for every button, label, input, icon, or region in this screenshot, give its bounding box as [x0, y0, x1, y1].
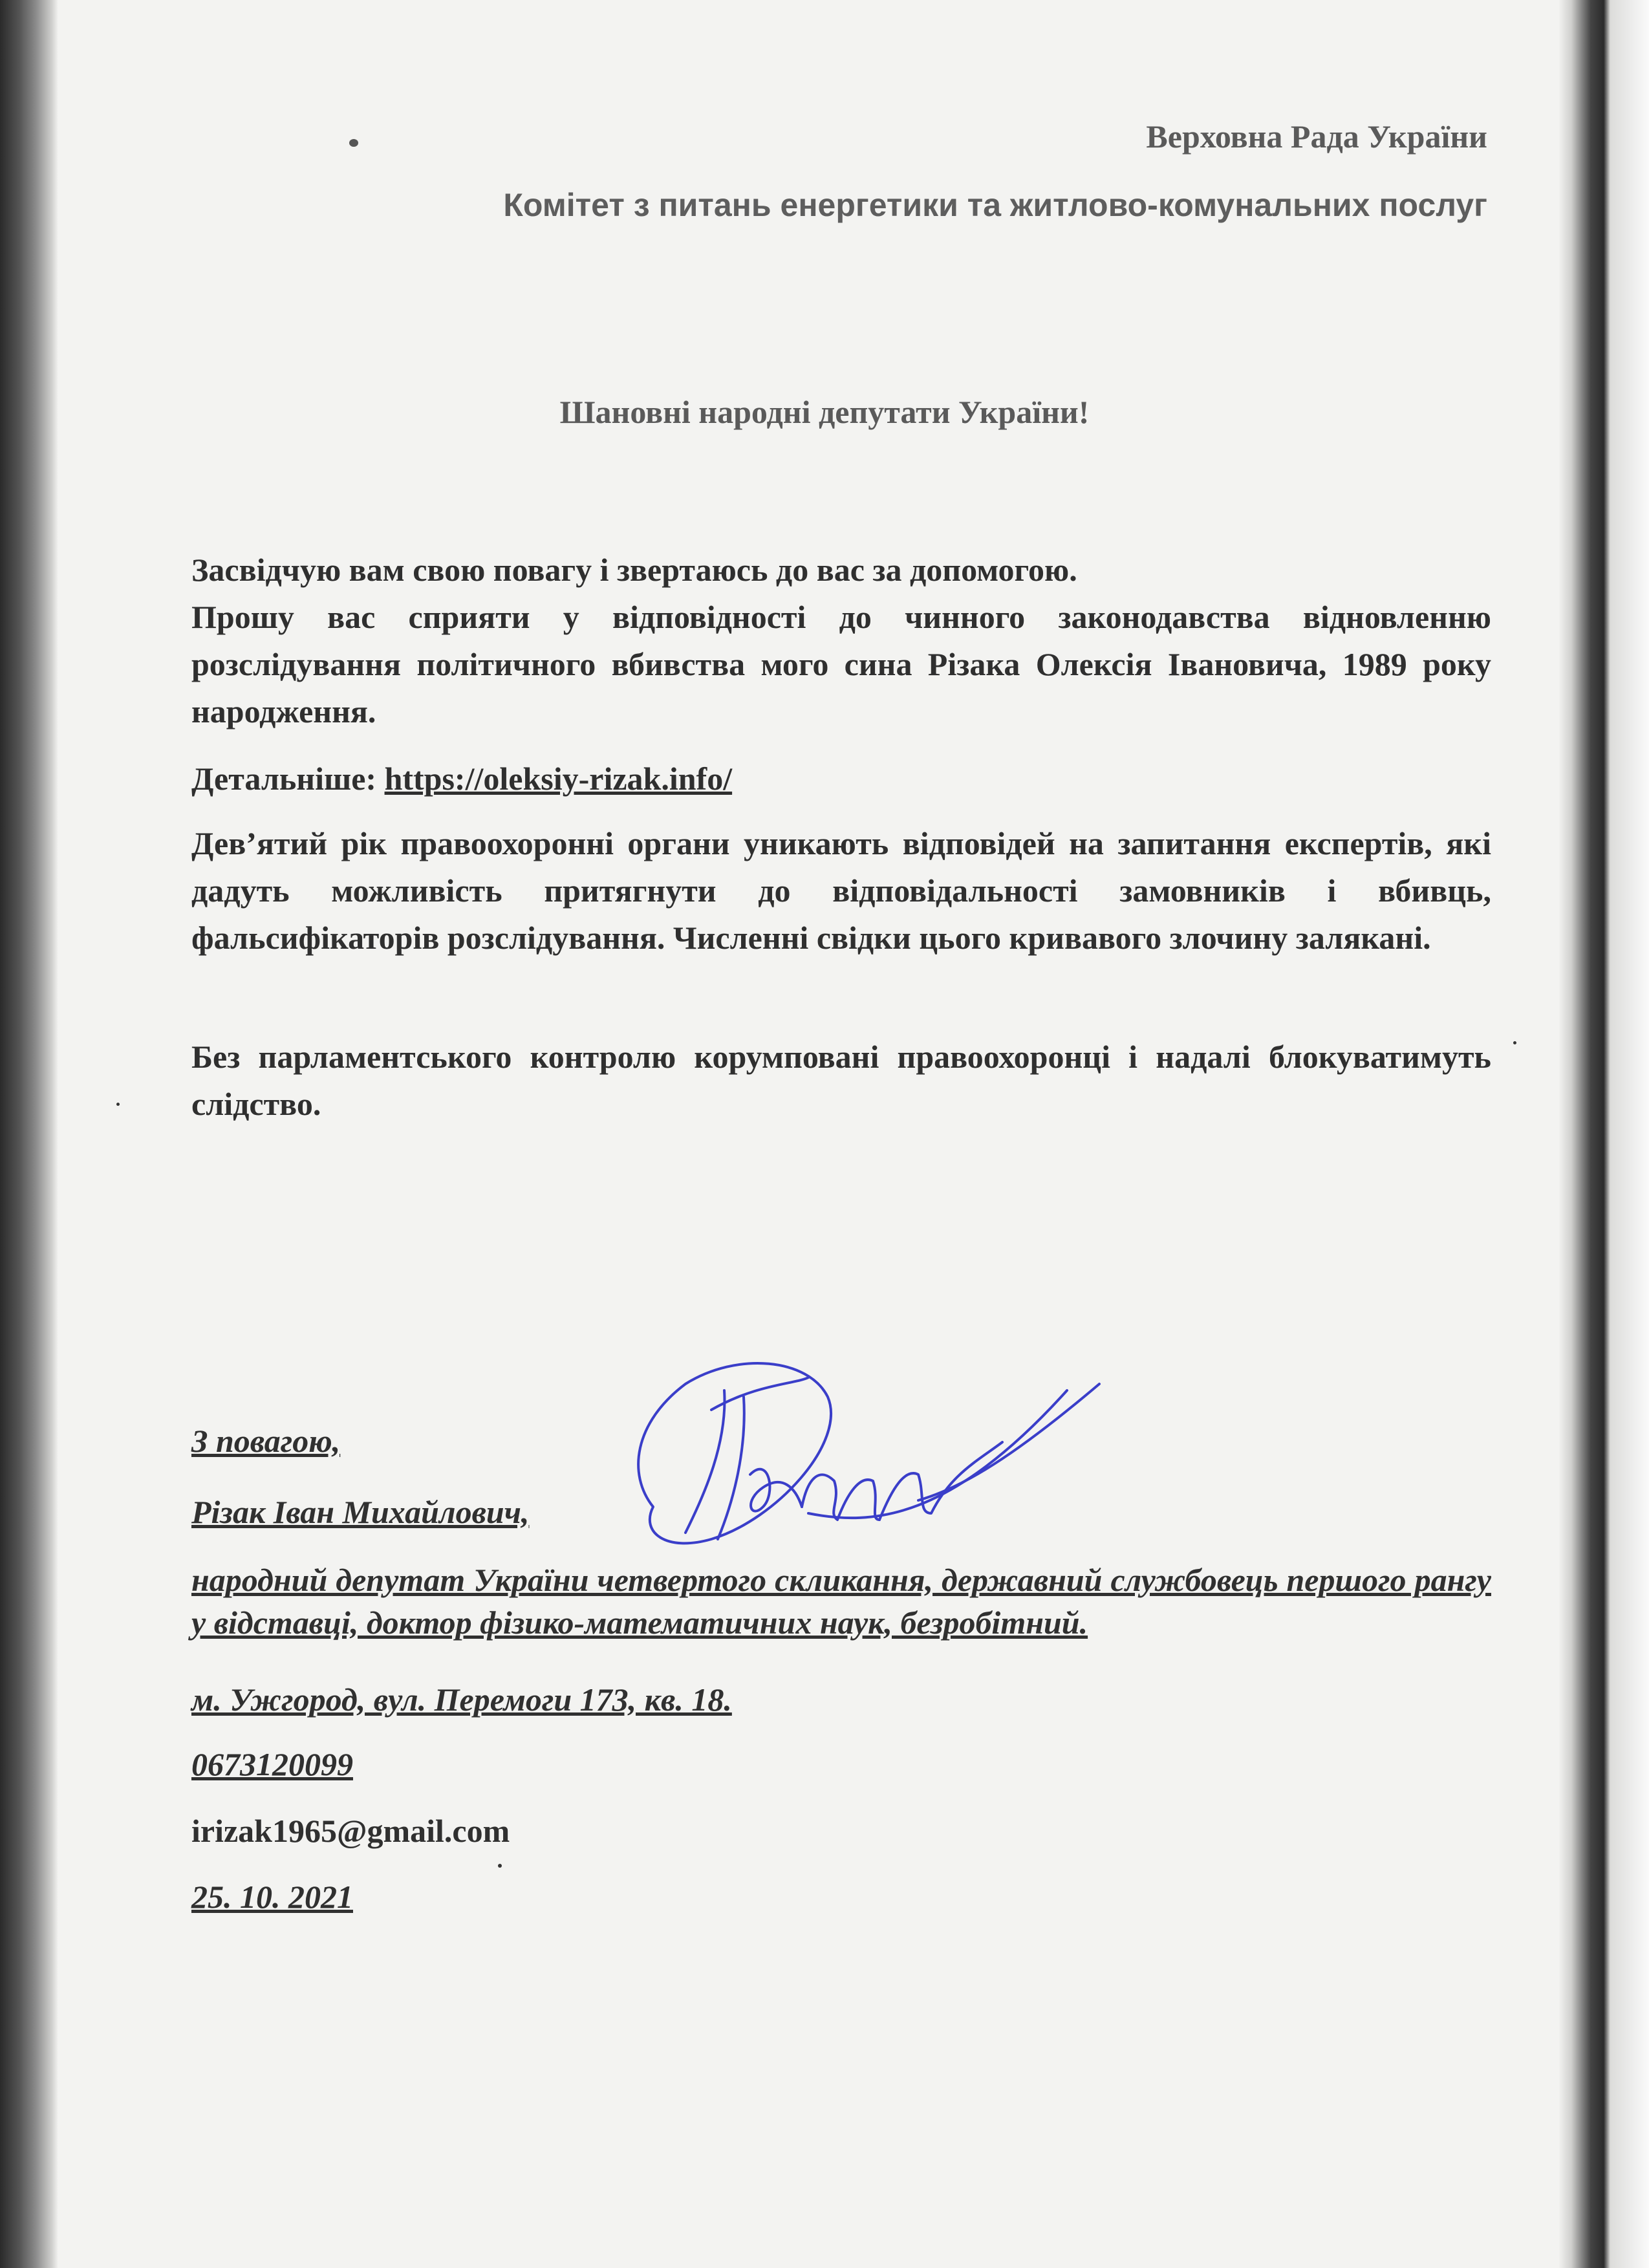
scan-edge-left	[0, 0, 58, 2268]
details-label: Детальніше:	[191, 761, 377, 797]
details-link[interactable]: https://oleksiy-rizak.info/	[384, 761, 733, 797]
addressee-line-1: Верховна Рада України	[1146, 118, 1487, 155]
paragraph-request-line1: Засвідчую вам свою повагу і звертаюсь до вас за допомогою.	[191, 552, 1077, 588]
handwritten-signature	[614, 1345, 1132, 1559]
scan-speck	[1513, 1041, 1516, 1044]
greeting: Шановні народні депутати України!	[559, 394, 1090, 430]
paragraph-investigation: Дев’ятий рік правоохоронні органи уникають відповідей на запитання експертів, які дадуть можливість притягнути до відповідальності замовників і вбивць, фальсифікаторів розслідування. Численні свідки цього кривавого злочину залякані.	[191, 825, 1491, 956]
letter-date: 25. 10. 2021	[191, 1879, 353, 1915]
signer-title: народний депутат України четвертого скликання, державний службовець першого рангу у відставці, доктор фізико-математичних наук, безробітний.	[191, 1562, 1491, 1641]
details-line	[191, 755, 1491, 803]
paragraph-request	[191, 546, 1491, 735]
scan-speck	[498, 1864, 502, 1868]
signer-name: Різак Іван Михайлович,	[191, 1494, 530, 1530]
addressee-line-2: Комітет з питань енергетики та житлово-комунальних послуг	[503, 187, 1487, 223]
closing-respect: З повагою,	[191, 1423, 341, 1459]
paragraph-request-body: Прошу вас сприяти у відповідності до чинного законодавства відновленню розслідування політичного вбивства мого сина Різака Олексія Івановича, 1989 року народження.	[191, 599, 1491, 729]
signer-address: м. Ужгород, вул. Перемоги 173, кв. 18.	[191, 1681, 732, 1718]
signer-email: irizak1965@gmail.com	[191, 1813, 510, 1849]
scan-edge-right	[1558, 0, 1649, 2268]
paragraph-control: Без парламентського контролю корумповані правоохоронці і надалі блокуватимуть слідство.	[191, 1039, 1491, 1122]
scan-speck	[116, 1103, 120, 1106]
scan-speck	[349, 139, 358, 147]
signer-phone: 0673120099	[191, 1746, 353, 1782]
